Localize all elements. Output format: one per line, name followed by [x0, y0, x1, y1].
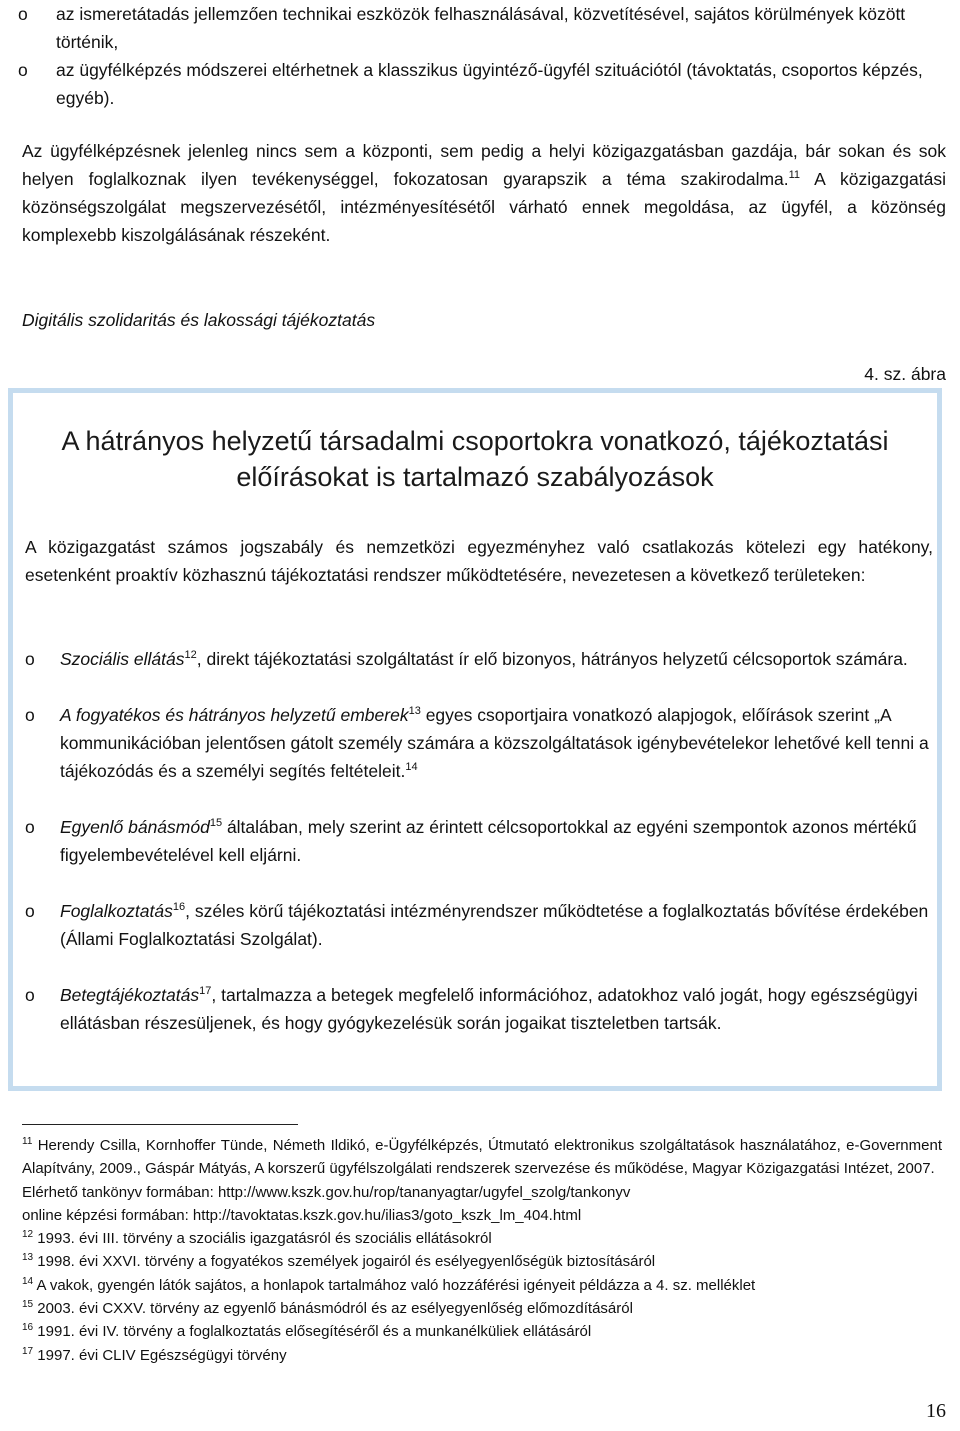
footnote-text: A vakok, gyengén látók sajátos, a honlapok tartalmához való hozzáférési igényeit példázza a 4. sz. melléklet: [36, 1276, 756, 1294]
footnote-number: 12: [22, 1229, 34, 1241]
footnote: [22, 1320, 942, 1343]
footnotes: [22, 1134, 942, 1367]
footnote-number: 11: [22, 1136, 33, 1147]
list-item: [25, 645, 933, 673]
footnote: [22, 1134, 942, 1181]
bullet-marker: o: [25, 705, 35, 725]
box-title-line: A hátrányos helyzetű társadalmi csoportokra vonatkozó, tájékoztatási: [61, 426, 889, 456]
footnote: [22, 1181, 942, 1204]
section-title: Digitális szolidaritás és lakossági tájékoztatás: [22, 310, 376, 330]
regulation-text: általában, mely szerint az érintett célcsoportokkal az egyéni szempontok azonos mértékű figyelembevételével kell eljárni.: [60, 817, 917, 865]
regulation-term: Foglalkoztatás: [60, 901, 173, 921]
regulation-text: egyes csoportjaira vonatkozó alapjogok, előírások szerint „A kommunikációban jelentősen gátolt személy számára a közszolgáltatások igénybevételekor lehetővé kell tenni a tájékozódás és a személyi segítés feltételeit.: [60, 705, 929, 781]
list-item-text: az ismeretátadás jellemzően technikai eszközök felhasználásával, közvetítésével, sajátos körülmények között történik,: [56, 4, 906, 52]
footnote-divider: [22, 1124, 298, 1125]
footnote-ref[interactable]: 17: [199, 985, 212, 998]
footnote-text: 2003. évi CXXV. törvény az egyenlő bánásmódról és az esélyegyenlőség előmozdításáról: [37, 1300, 633, 1318]
footnote-ref[interactable]: 12: [184, 649, 197, 662]
footnote: [22, 1204, 942, 1227]
bullet-marker: o: [18, 4, 28, 24]
footnote-text[interactable]: Elérhető tankönyv formában: http://www.kszk.gov.hu/rop/tananyagtar/ugyfel_szolg/tankonyv: [22, 1183, 631, 1201]
footnote: [22, 1227, 942, 1250]
paragraph-text: A közigazgatási közönségszolgálat megszervezésétől, intézményesítésétől várható ennek megoldása, az ügyfél, a közönség komplexebb kiszolgálásának részeként.: [22, 169, 946, 245]
footnote-text: 1998. évi XXVI. törvény a fogyatékos személyek jogairól és esélyegyenlőségük biztosításáról: [37, 1253, 656, 1271]
footnote: [22, 1297, 942, 1320]
regulation-text: , tartalmazza a betegek megfelelő információhoz, adatokhoz való jogát, hogy egészségügyi ellátásban részesüljenek, és hogy gyógykezelésük során jogaikat tiszteletben tartsák.: [60, 985, 918, 1033]
list-item: [25, 981, 933, 1037]
regulation-text: , direkt tájékoztatási szolgáltatást ír elő bizonyos, hátrányos helyzetű célcsoportok számára.: [196, 649, 908, 669]
footnote-number: 16: [22, 1322, 34, 1334]
regulation-term: A fogyatékos és hátrányos helyzetű emberek: [60, 705, 409, 725]
paragraph-text: Az ügyfélképzésnek jelenleg nincs sem a központi, sem pedig a helyi közigazgatásban gazdája, bár sokan és sok helyen foglalkoznak ilyen tevékenységgel, fokozatosan gyarapszik a téma szakirodalma.: [22, 141, 946, 189]
footnote-text: Herendy Csilla, Kornhoffer Tünde, Németh Ildikó, e-Ügyfélképzés, Útmutató elektronikus szolgáltatások használatához, e-Government Alapítvány, 2009., Gáspár Mátyás, A korszerű ügyfélszolgálati rendszerek szervezése és működése, Magyar Közigazgatási Intézet, 2007.: [22, 1137, 942, 1178]
body-paragraph: [22, 137, 946, 249]
page-number: 16: [926, 1400, 946, 1422]
regulation-term: Szociális ellátás: [60, 649, 185, 669]
regulation-list: [25, 645, 933, 1065]
regulation-term: Egyenlő bánásmód: [60, 817, 210, 837]
footnote-text: 1997. évi CLIV Egészségügyi törvény: [37, 1346, 287, 1364]
footnote-number: 13: [22, 1252, 34, 1264]
box-title-line: előírásokat is tartalmazó szabályozások: [236, 462, 714, 492]
footnote-text: 1991. évi IV. törvény a foglalkoztatás elősegítéséről és a munkanélküliek ellátásáról: [37, 1323, 592, 1341]
list-item: [25, 701, 933, 785]
bullet-marker: o: [25, 817, 35, 837]
footnote-text[interactable]: online képzési formában: http://tavoktatas.kszk.gov.hu/ilias3/goto_kszk_lm_404.html: [22, 1206, 582, 1224]
list-item: [25, 813, 933, 869]
footnote-number: 15: [22, 1299, 34, 1311]
box-intro-text: A közigazgatást számos jogszabály és nemzetközi egyezményhez való csatlakozás kötelezi egy hatékony, esetenként proaktív közhasznú tájékoztatási rendszer működtetésére, nevezetesen a következő területeken:: [25, 537, 933, 585]
figure-box: [8, 388, 942, 1091]
footnote-text: 1993. évi III. törvény a szociális igazgatásról és szociális ellátásokról: [37, 1230, 492, 1248]
footnote-number: 17: [22, 1345, 34, 1357]
list-item: [18, 56, 948, 112]
regulation-term: Betegtájékoztatás: [60, 985, 200, 1005]
footnote-number: 14: [22, 1275, 34, 1287]
bullet-marker: o: [18, 60, 28, 80]
list-item-text: az ügyfélképzés módszerei eltérhetnek a klasszikus ügyintéző-ügyfél szituációtól (távoktatás, csoportos képzés, egyéb).: [56, 60, 923, 108]
intro-bullet-list: [18, 0, 948, 112]
list-item: [25, 897, 933, 953]
bullet-marker: o: [25, 901, 35, 921]
footnote-ref[interactable]: 15: [209, 817, 223, 830]
regulation-text: , széles körű tájékoztatási intézményrendszer működtetése a foglalkoztatás bővítése érdekében (Állami Foglalkoztatási Szolgálat).: [60, 901, 929, 949]
footnote: [22, 1274, 942, 1297]
footnote: [22, 1250, 942, 1273]
list-item: [18, 0, 948, 56]
footnote: [22, 1344, 942, 1367]
bullet-marker: o: [25, 985, 35, 1005]
footnote-ref[interactable]: 11: [788, 169, 801, 182]
bullet-marker: o: [25, 649, 35, 669]
footnote-ref[interactable]: 16: [172, 901, 186, 914]
box-title: [13, 423, 937, 495]
footnote-ref[interactable]: 14: [405, 761, 418, 774]
footnote-ref[interactable]: 13: [408, 705, 421, 718]
figure-label: 4. sz. ábra: [864, 364, 946, 384]
